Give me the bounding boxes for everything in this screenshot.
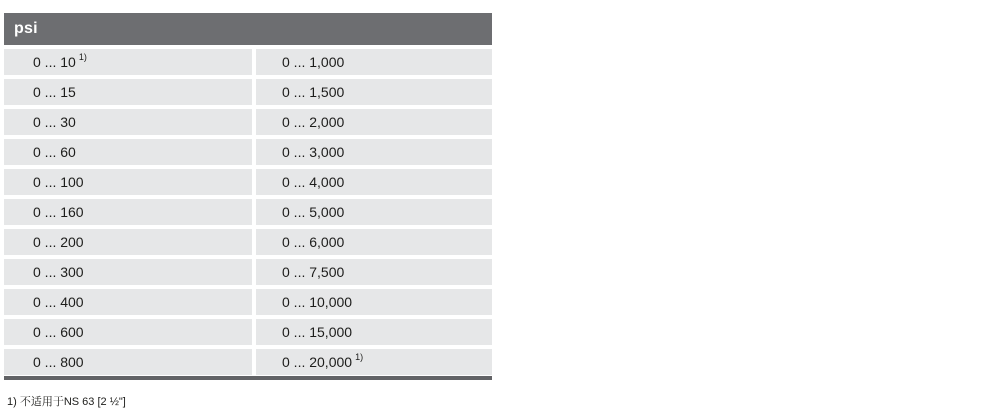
range-cell-right	[256, 229, 492, 255]
range-cell-left	[4, 169, 252, 195]
range-cell-left	[4, 109, 252, 135]
range-value: 0 ... 800	[33, 354, 84, 370]
table-row	[4, 229, 492, 255]
table-row	[4, 49, 492, 75]
table-row	[4, 259, 492, 285]
range-cell-right	[256, 319, 492, 345]
range-cell-right	[256, 79, 492, 105]
range-value: 0 ... 5,000	[282, 204, 345, 220]
range-value: 0 ... 30	[33, 114, 76, 130]
range-cell-right	[256, 169, 492, 195]
range-value: 0 ... 400	[33, 294, 84, 310]
range-cell-left	[4, 199, 252, 225]
range-value: 0 ... 160	[33, 204, 84, 220]
range-value: 0 ... 4,000	[282, 174, 345, 190]
table-header-label: psi	[14, 20, 38, 37]
range-value: 0 ... 1,000	[282, 54, 345, 70]
range-value: 0 ... 15	[33, 84, 76, 100]
table-row	[4, 109, 492, 135]
table-row	[4, 319, 492, 345]
range-value: 0 ... 20,000	[282, 354, 353, 370]
range-value: 0 ... 1,500	[282, 84, 345, 100]
range-value: 0 ... 2,000	[282, 114, 345, 130]
footnote: 1) 不适用于NS 63 [2 ½"]	[7, 396, 126, 408]
range-cell-left	[4, 349, 252, 375]
range-value: 0 ... 7,500	[282, 264, 345, 280]
range-cell-right	[256, 49, 492, 75]
table-header-bar	[4, 13, 492, 45]
table-row	[4, 169, 492, 195]
range-value: 0 ... 10	[33, 54, 76, 70]
range-cell-left	[4, 319, 252, 345]
table-row	[4, 79, 492, 105]
range-cell-right	[256, 139, 492, 165]
table-row	[4, 199, 492, 225]
table-body	[4, 49, 492, 375]
range-value: 0 ... 200	[33, 234, 84, 250]
range-value: 0 ... 10,000	[282, 294, 353, 310]
range-cell-right	[256, 109, 492, 135]
range-value: 0 ... 60	[33, 144, 76, 160]
range-value: 0 ... 100	[33, 174, 84, 190]
range-cell-right: 0 ... 20,000 $^{1)}$	[256, 349, 492, 375]
range-cell-left	[4, 139, 252, 165]
range-cell-left: 0 ... 10 $^{1)}$	[4, 49, 252, 75]
range-value: 0 ... 300	[33, 264, 84, 280]
range-cell-left	[4, 229, 252, 255]
range-value: 0 ... 3,000	[282, 144, 345, 160]
range-value: 0 ... 6,000	[282, 234, 345, 250]
range-value: 0 ... 600	[33, 324, 84, 340]
range-cell-right	[256, 289, 492, 315]
psi-range-table	[4, 13, 492, 380]
range-value: 0 ... 15,000	[282, 324, 353, 340]
range-cell-left	[4, 79, 252, 105]
range-cell-right	[256, 199, 492, 225]
range-cell-right	[256, 259, 492, 285]
range-cell-left	[4, 289, 252, 315]
table-row	[4, 349, 492, 375]
range-cell-left	[4, 259, 252, 285]
table-row	[4, 139, 492, 165]
table-bottom-border	[4, 376, 492, 380]
table-row	[4, 289, 492, 315]
